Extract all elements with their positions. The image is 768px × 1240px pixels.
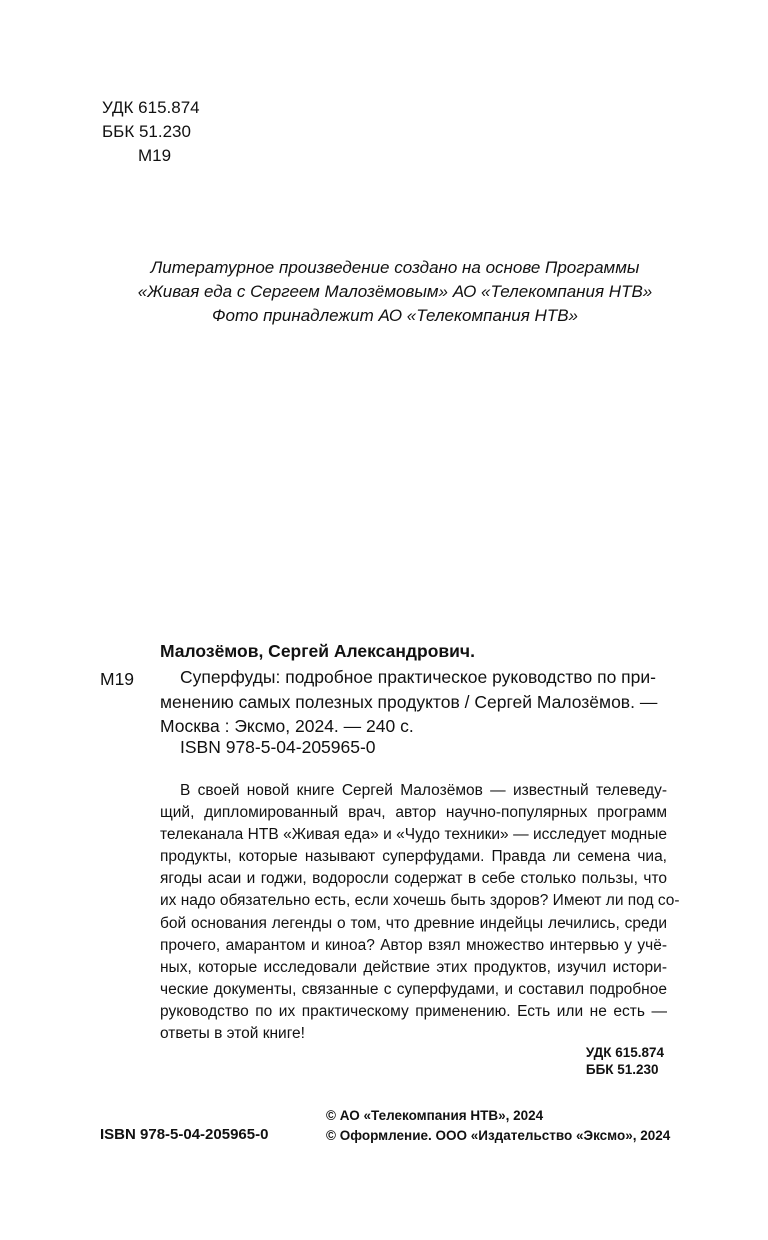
credits-block [0,256,768,328]
isbn-bottom: ISBN 978-5-04-205965-0 [100,1126,269,1143]
author-heading: Малозёмов, Сергей Александрович. [160,641,475,661]
classification-codes-top [102,96,200,168]
annotation-line: их надо обязательно есть, если хочешь быть здоров? Имеют ли под со- [160,892,680,910]
credits-line: Фото принадлежит АО «Телекомпания НТВ» [211,306,579,325]
copyright-line: © Оформление. ООО «Издательство «Эксмо», 2024 [326,1128,671,1143]
bbk-code: ББК 51.230 [102,122,191,141]
annotation-line: В своей новой книге Сергей Малозёмов — известный телеведу- [180,782,667,799]
copyright-line: © АО «Телекомпания НТВ», 2024 [326,1108,544,1123]
credits-line: «Живая еда с Сергеем Малозёмовым» АО «Телекомпания НТВ» [137,282,653,301]
author-mark: М19 [138,146,172,165]
annotation-line: ных, которые исследовали действие этих продуктов, изучил истори- [160,958,667,976]
bibliography-author-mark: М19 [100,669,135,689]
udk-code-bottom: УДК 615.874 [585,1045,664,1060]
annotation-line: телеканала НТВ «Живая еда» и «Чудо техники» — исследует модные [160,826,667,844]
annotation-line: прочего, амарантом и киноа? Автор взял множество интервью у учё- [160,936,667,954]
annotation-line: ответы в этой книге! [160,1025,305,1043]
classification-codes-bottom [586,1044,664,1078]
annotation-line: продукты, которые называют суперфудами. Правда ли семена чиа, [160,848,667,866]
annotation-line: бой основания легенды о том, что древние индейцы лечились, среди [160,914,667,932]
bibliographic-description [160,665,665,739]
bbk-code-bottom: ББК 51.230 [585,1062,659,1077]
annotation-line: руководство по их практическому применению. Есть или не есть — [160,1002,667,1020]
description-line: менению самых полезных продуктов / Сергей Малозёмов. — [160,691,658,712]
annotation-line: щий, дипломированный врач, автор научно-популярных программ [160,804,667,822]
description-line: Суперфуды: подробное практическое руководство по при- [180,667,656,687]
copyright-block [326,1106,670,1146]
udk-code: УДК 615.874 [102,98,200,117]
annotation-line: ческие документы, связанные с суперфудами, и составил подробное [160,980,667,998]
annotation [160,780,680,1045]
annotation-line: ягоды асаи и годжи, водоросли содержат в себе столько пользы, что [160,870,667,888]
credits-line: Литературное произведение создано на основе Программы [150,258,640,277]
description-line: Москва : Эксмо, 2024. — 240 с. [160,716,414,736]
isbn-main: ISBN 978-5-04-205965-0 [180,737,376,757]
